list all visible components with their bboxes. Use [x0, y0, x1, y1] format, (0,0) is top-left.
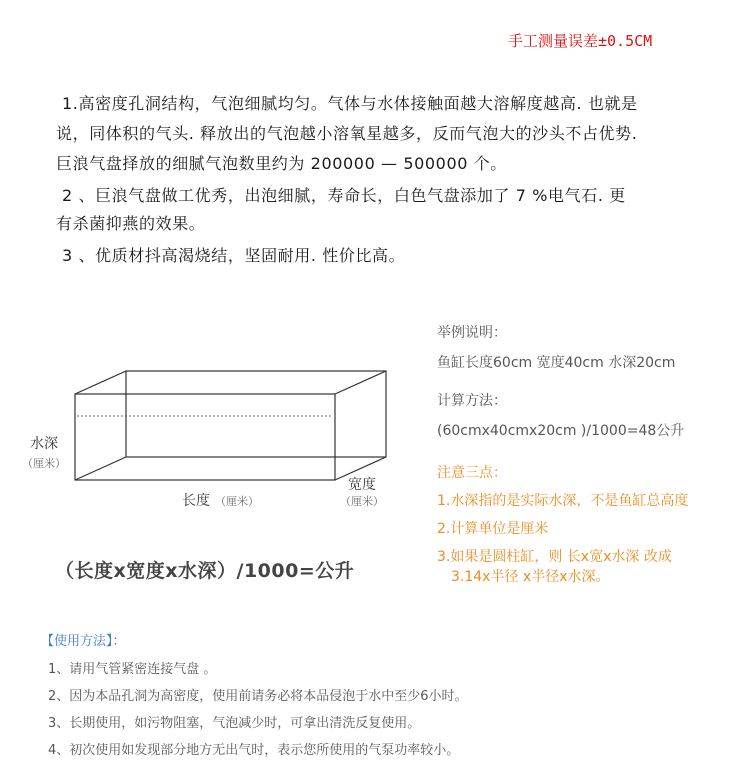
notice-item-1: 1.水深指的是实际水深，不是鱼缸总高度 [437, 493, 689, 509]
length-unit: （厘米） [215, 495, 259, 508]
usage-item-4: 4、初次使用如发现部分地方无出气时，表示您所使用的气泵功率较小。 [48, 743, 460, 758]
example-tank-size: 鱼缸长度60cm 宽度40cm 水深20cm [437, 355, 676, 371]
usage-title: 【使用方法】： [41, 634, 126, 649]
volume-formula: （长度x宽度x水深）/1000=公升 [55, 560, 355, 582]
usage-item-2: 2、因为本品孔洞为高密度，使用前请务必将本品侵泡于水中至少6小时。 [48, 689, 468, 704]
notice-section [437, 462, 688, 594]
box-front-face [75, 394, 335, 480]
calc-result: (60cmx40cmx20cm )/1000=48公升 [437, 423, 685, 439]
notice-item-3-line-2: 3.14x半径 x半径x水深。 [451, 569, 610, 585]
notice-item-2: 2.计算单位是厘米 [437, 521, 549, 537]
example-title: 举例说明： [437, 325, 507, 341]
notice-title: 注意三点： [437, 465, 507, 481]
width-label: 宽度 [348, 477, 376, 493]
example-section [437, 322, 684, 450]
notice-item-3-line-1: 3.如果是圆柱缸，则 长x宽x水深 改成 [437, 549, 672, 565]
feature-2-line-2: 有杀菌抑燕的效果。 [56, 214, 206, 233]
measurement-error-note: 手工测量误差±0.5CM [508, 32, 653, 50]
box-back-face [126, 371, 386, 457]
usage-item-3: 3、长期使用，如污物阻塞，气泡减少时，可拿出清洗反复使用。 [48, 716, 421, 731]
feature-2-line-1: 2 、巨浪气盘做工优秀，出泡细腻，寿命长，白色气盘添加了 7 %电气石. 更 [62, 186, 626, 205]
feature-3-line-1: 3 、优质材抖高渴烧结，坚固耐用. 性价比高。 [62, 246, 406, 265]
feature-1-line-1: 1.高密度孔洞结构，气泡细腻均匀。气体与水体接触面越大溶解度越高. 也就是 [62, 94, 638, 113]
calc-title: 计算方法： [437, 393, 507, 409]
depth-label: 水深 [30, 436, 58, 452]
feature-1-line-2: 说，同体积的气头. 释放出的气泡越小溶氧星越多，反而气泡大的沙头不占优势. [56, 124, 638, 143]
depth-unit: （厘米） [22, 457, 66, 470]
width-unit: （厘米） [340, 495, 384, 508]
usage-item-1: 1、请用气管紧密连接气盘 。 [48, 662, 217, 677]
feature-1-line-3: 巨浪气盘择放的细腻气泡数里约为 200000 — 500000 个。 [56, 154, 507, 173]
length-label: 长度 [182, 493, 210, 509]
